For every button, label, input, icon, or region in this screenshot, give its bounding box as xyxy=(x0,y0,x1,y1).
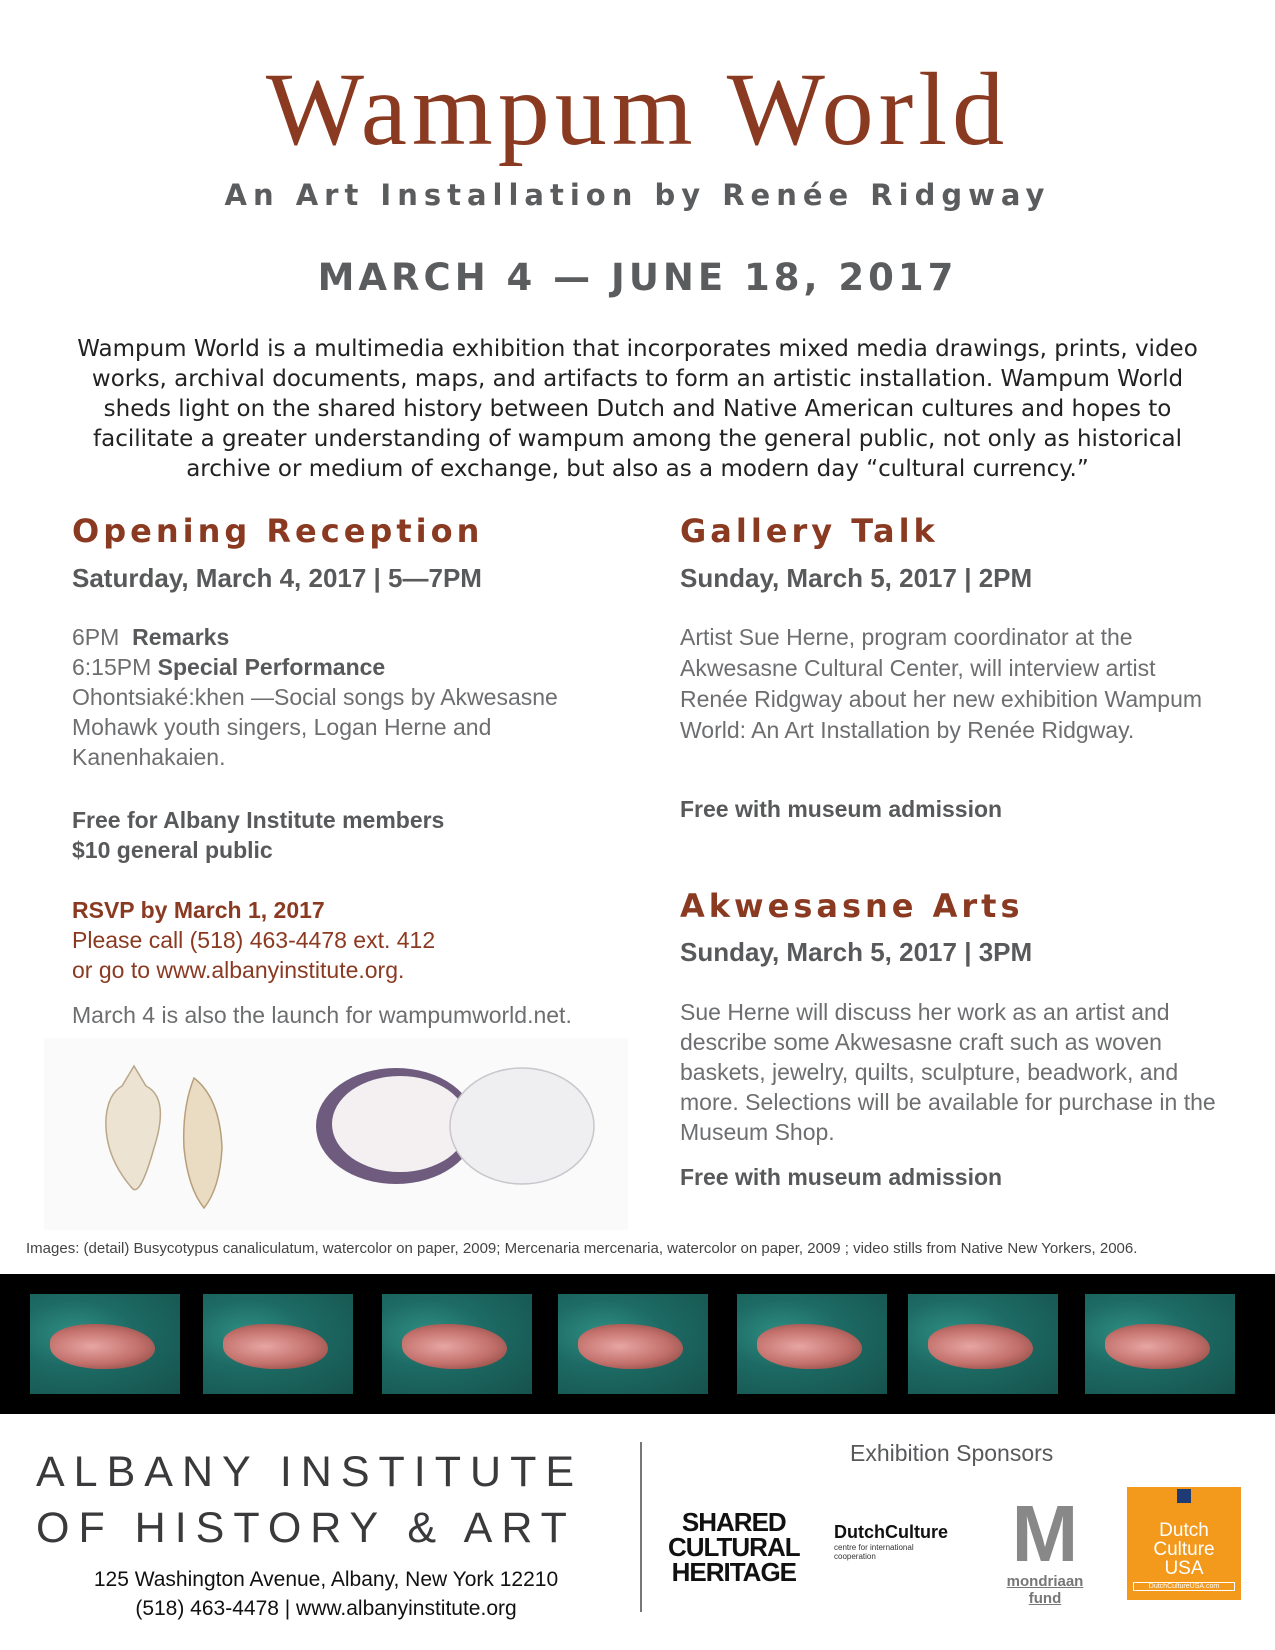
video-still xyxy=(558,1294,708,1394)
logo-text: DutchCulture xyxy=(834,1522,948,1542)
crest-icon xyxy=(1177,1489,1191,1503)
shell-drawing xyxy=(44,1038,628,1230)
institute-phone-web[interactable]: (518) 463-4478 | www.albanyinstitute.org xyxy=(135,1597,517,1620)
institute-name xyxy=(36,1444,583,1556)
price-public: $10 general public xyxy=(72,837,273,863)
logo-text: cooperation xyxy=(834,1552,876,1561)
footer-divider xyxy=(640,1442,642,1612)
performance-text: Ohontsiaké:khen —Social songs by Akwesasne Mohawk youth singers, Logan Herne and Kanenhakaien. xyxy=(72,684,558,770)
institute-name-line1: ALBANY INSTITUTE xyxy=(36,1448,584,1496)
logo-text: Culture xyxy=(1153,1539,1215,1560)
arts-heading: Akwesasne Arts xyxy=(680,887,1024,925)
rsvp-website[interactable]: or go to www.albanyinstitute.org. xyxy=(72,957,405,983)
price-members: Free for Albany Institute members xyxy=(72,807,445,833)
launch-note: March 4 is also the launch for wampumworld.net. xyxy=(72,1002,572,1028)
logo-text: Dutch xyxy=(1159,1520,1209,1541)
rsvp-phone: Please call (518) 463-4478 ext. 412 xyxy=(72,927,436,953)
logo-text: M xyxy=(1011,1489,1079,1578)
logo-text: HERITAGE xyxy=(671,1557,797,1587)
dutchculture-logo xyxy=(834,1522,948,1561)
arts-when: Sunday, March 5, 2017 | 3PM xyxy=(680,937,1033,967)
shared-cultural-heritage-logo xyxy=(668,1507,800,1587)
video-still xyxy=(382,1294,532,1394)
mondriaan-fund-logo xyxy=(1004,1489,1086,1607)
gallery-when: Sunday, March 5, 2017 | 2PM xyxy=(680,563,1033,593)
gallery-admission: Free with museum admission xyxy=(680,796,1003,822)
gallery-heading: Gallery Talk xyxy=(680,512,939,550)
institute-contact xyxy=(36,1565,616,1623)
logo-text: fund xyxy=(1028,1590,1062,1607)
item1-label: Remarks xyxy=(132,624,230,650)
opening-heading: Opening Reception xyxy=(72,512,484,550)
dutch-culture-usa-logo xyxy=(1127,1487,1241,1600)
logo-text: USA xyxy=(1164,1558,1204,1579)
item1-time: 6PM xyxy=(72,624,120,650)
institute-name-line2: OF HISTORY & ART xyxy=(36,1504,576,1552)
institute-address: 125 Washington Avenue, Albany, New York 12210 xyxy=(93,1568,559,1591)
video-still xyxy=(1085,1294,1235,1394)
opening-when: Saturday, March 4, 2017 | 5—7PM xyxy=(72,563,482,593)
video-still xyxy=(737,1294,887,1394)
video-still xyxy=(908,1294,1058,1394)
opening-program xyxy=(72,622,612,772)
arts-body: Sue Herne will discuss her work as an artist and describe some Akwesasne craft such as woven baskets, jewelry, quilts, sculpture, beadwork, and more. Selections will be available for purchase in the Museum Shop. xyxy=(680,999,1216,1145)
video-still xyxy=(30,1294,180,1394)
image-caption: Images: (detail) Busycotypus canaliculatum, watercolor on paper, 2009; Mercenaria mercenaria, watercolor on paper, 2009 ; video stills from Native New Yorkers, 2006. xyxy=(26,1240,1138,1257)
shell-illustration xyxy=(44,1038,628,1230)
logo-text: CULTURAL xyxy=(668,1532,800,1562)
logo-text: mondriaan xyxy=(1006,1573,1084,1590)
rsvp-deadline: RSVP by March 1, 2017 xyxy=(72,897,325,923)
intro-paragraph: Wampum World is a multimedia exhibition that incorporates mixed media drawings, prints, video works, archival documents, maps, and artifacts to form an artistic installation. Wampum World sheds light on the shared history between Dutch and Native American cultures and hopes to facilitate a greater understanding of wampum among the general public, not only as historical archive or medium of exchange, but also as a modern day “cultural currency.” xyxy=(77,336,1198,482)
page-title: Wampum World xyxy=(265,52,1010,167)
sponsors-title: Exhibition Sponsors xyxy=(850,1440,1054,1466)
logo-text: centre for international xyxy=(834,1543,914,1552)
logo-text: DutchCultureUSA.com xyxy=(1133,1582,1235,1591)
item2-time: 6:15PM xyxy=(72,654,152,680)
arts-admission: Free with museum admission xyxy=(680,1164,1003,1190)
logo-text: SHARED xyxy=(681,1507,786,1537)
gallery-body: Artist Sue Herne, program coordinator at the Akwesasne Cultural Center, will interview artist Renée Ridgway about her new exhibition Wampum World: An Art Installation by Renée Ridgway. xyxy=(680,624,1203,743)
video-still xyxy=(203,1294,353,1394)
item2-label: Special Performance xyxy=(157,654,386,680)
exhibition-dates: MARCH 4 — JUNE 18, 2017 xyxy=(317,256,958,299)
page-subtitle: An Art Installation by Renée Ridgway xyxy=(224,178,1051,212)
video-stills-strip xyxy=(0,1274,1275,1414)
